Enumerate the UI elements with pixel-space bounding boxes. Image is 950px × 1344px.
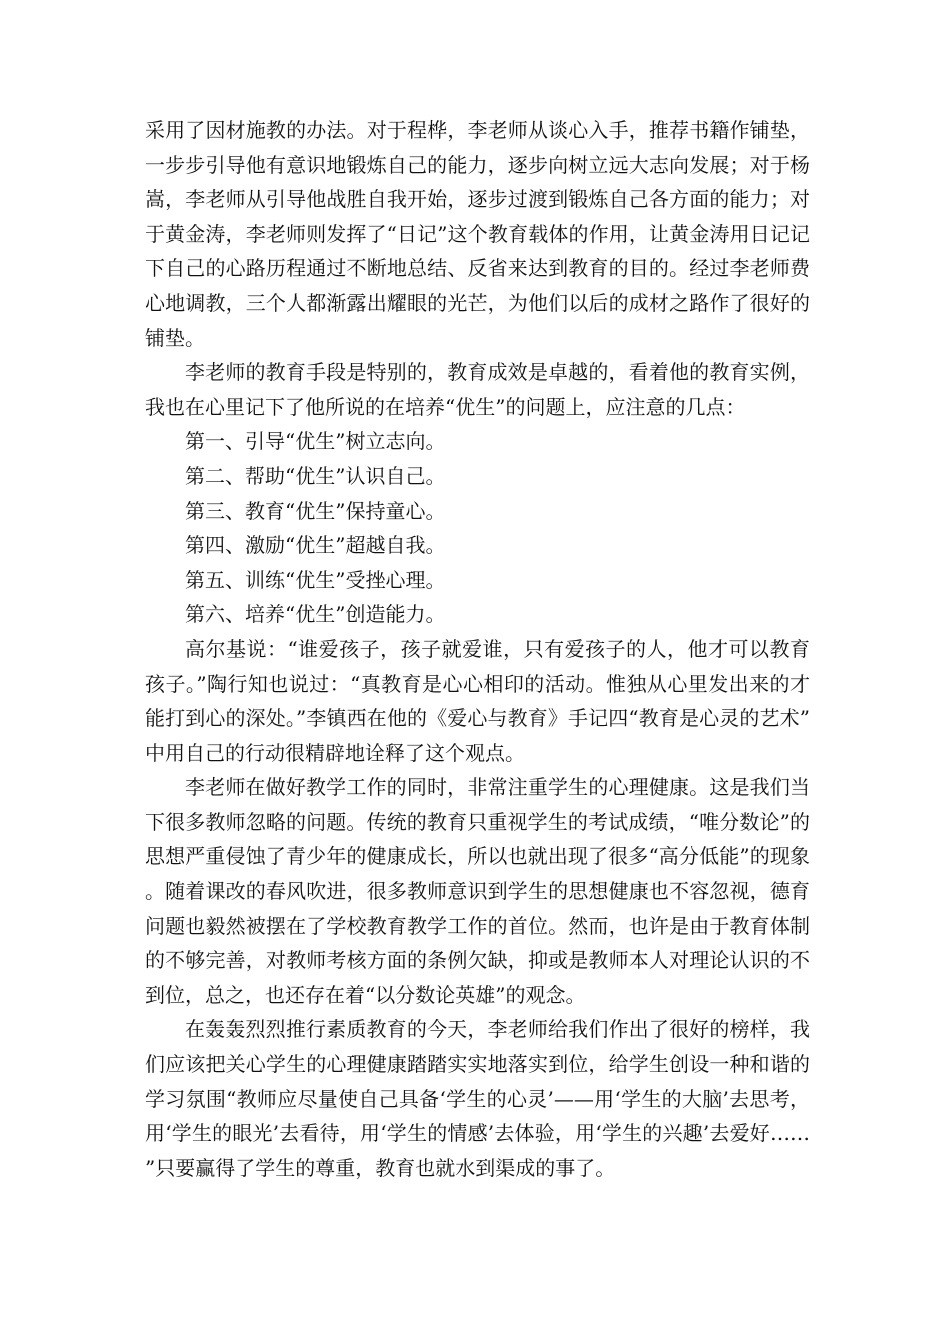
- paragraph-teaching-methods: 李老师的教育手段是特别的，教育成效是卓越的，看着他的教育实例，我也在心里记下了他所说的在培养“优生”的问题上，应注意的几点：: [145, 360, 810, 419]
- paragraph-mental-health: 李老师在做好教学工作的同时，非常注重学生的心理健康。这是我们当下很多教师忽略的问题。传统的教育只重视学生的考试成绩，“唯分数论”的思想严重侵蚀了青少年的健康成长，所以也就出现了很多“高分低能”的现象。随着课改的春风吹进，很多教师意识到学生的思想健康也不容忽视，德育问题也毅然被摆在了学校教育教学工作的首位。然而，也许是由于教育体制的不够完善，对教师考核方面的条例欠缺，抑或是教师本人对理论认识的不到位，总之，也还存在着“以分数论英雄”的观念。: [145, 775, 810, 1007]
- list-item-2: 第二、帮助“优生”认识自己。: [185, 463, 446, 488]
- list-item-1: 第一、引导“优生”树立志向。: [185, 429, 446, 454]
- list-item-4: 第四、激励“优生”超越自我。: [185, 533, 446, 558]
- document-body: [145, 113, 810, 1185]
- list-item-3: 第三、教育“优生”保持童心。: [185, 498, 446, 523]
- list-item-5: 第五、训练“优生”受挫心理。: [185, 567, 446, 592]
- paragraph-quotes: 高尔基说：“谁爱孩子，孩子就爱谁，只有爱孩子的人，他才可以教育孩子。”陶行知也说过：“真教育是心心相印的活动。惟独从心里发出来的才能打到心的深处。”李镇西在他的《爱心与教育》手记四“教育是心灵的艺术”中用自己的行动很精辟地诠释了这个观点。: [145, 636, 810, 765]
- paragraph-continuation: 采用了因材施教的办法。对于程桦，李老师从谈心入手，推荐书籍作铺垫，一步步引导他有意识地锻炼自己的能力，逐步向树立远大志向发展；对于杨嵩，李老师从引导他战胜自我开始，逐步过渡到锻炼自己各方面的能力；对于黄金涛，李老师则发挥了“日记”这个教育载体的作用，让黄金涛用日记记下自己的心路历程通过不断地总结、反省来达到教育的目的。经过李老师费心地调教，三个人都渐露出耀眼的光芒，为他们以后的成材之路作了很好的铺垫。: [145, 118, 810, 350]
- list-item-6: 第六、培养“优生”创造能力。: [185, 602, 446, 627]
- paragraph-quality-education: 在轰轰烈烈推行素质教育的今天，李老师给我们作出了很好的榜样，我们应该把关心学生的心理健康踏踏实实地落实到位，给学生创设一种和谐的学习氛围“教师应尽量使自己具备‘学生的心灵’——用‘学生的大脑’去思考，用‘学生的眼光’去看待，用‘学生的情感’去体验，用‘学生的兴趣’去爱好……”只要赢得了学生的尊重，教育也就水到渠成的事了。: [145, 1017, 810, 1180]
